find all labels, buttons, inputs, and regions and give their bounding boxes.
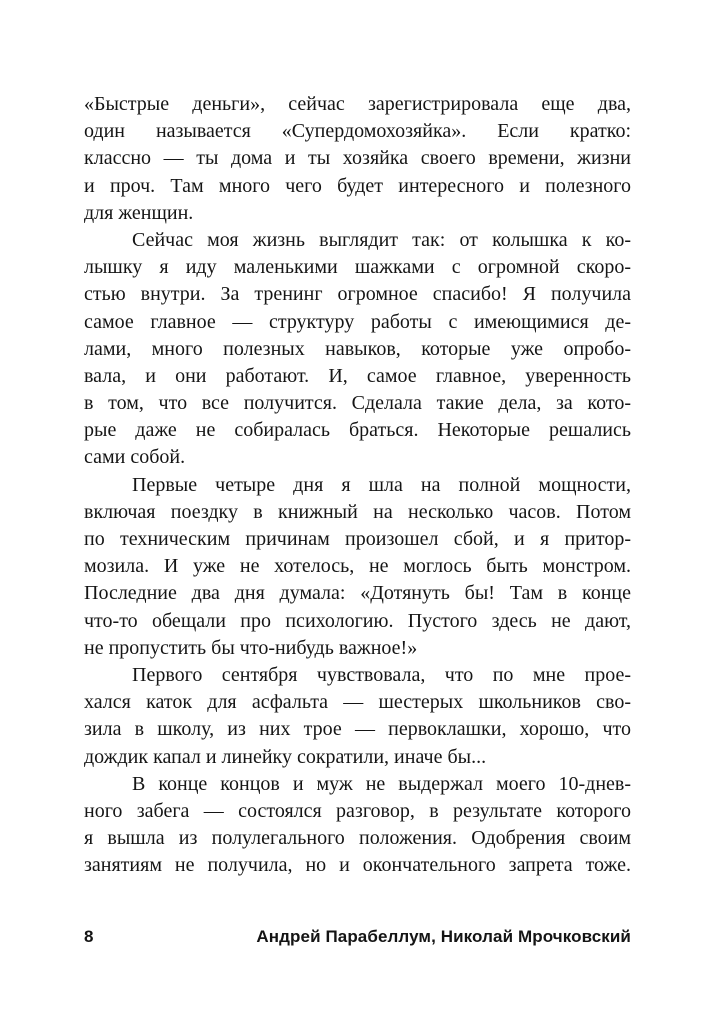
text-line: вала, и они работают. И, самое главное, уверенность (84, 364, 631, 387)
text-line: стью внутри. За тренинг огромное спасибо! Я получила (84, 283, 631, 306)
text-line: по техническим причинам произошел сбой, и я притор- (84, 528, 631, 550)
paragraph (84, 771, 631, 880)
text-line: ного забега — состоялся разговор, в результате которого (84, 799, 631, 822)
paragraph (84, 662, 631, 771)
text-line: Последние два дня думала: «Дотянуть бы! Там в конце (84, 582, 631, 605)
text-line: сами собой. (84, 446, 186, 469)
text-line: один называется «Супердомохозяйка». Если кратко: (84, 120, 631, 143)
text-line: В конце концов и муж не выдержал моего 10-днев- (132, 772, 631, 795)
footer-authors: Андрей Парабеллум, Николай Мрочковский (256, 927, 631, 946)
text-line: я вышла из полулегального положения. Одобрения своим (84, 827, 631, 850)
text-line: что-то обещали про психологию. Пустого здесь не дают, (84, 609, 631, 632)
text-line: не пропустить бы что-нибудь важное!» (84, 636, 418, 659)
text-line: самое главное — структуру работы с имеющимися де- (84, 310, 631, 333)
text-line: Первые четыре дня я шла на полной мощности, (132, 473, 631, 496)
text-line: лышку я иду маленькими шажками с огромной скоро- (84, 256, 631, 279)
page-footer (84, 927, 631, 947)
text-line: для женщин. (84, 201, 194, 224)
text-line: лами, много полезных навыков, которые уже опробо- (84, 337, 631, 360)
text-line: в том, что все получится. Сделала такие дела, за кото- (84, 392, 631, 415)
text-line: рые даже не собиралась браться. Некоторые решались (84, 419, 631, 442)
text-line: «Быстрые деньги», сейчас зарегистрировала еще два, (84, 93, 631, 115)
text-line: занятиям не получила, но и окончательного запрета тоже. (84, 854, 631, 877)
paragraph (84, 472, 631, 662)
text-line: Первого сентября чувствовала, что по мне прое- (132, 663, 631, 686)
text-line: включая поездку в книжный на несколько часов. Потом (84, 500, 631, 523)
text-line: и проч. Там много чего будет интересного и полезного (84, 174, 631, 197)
page-number: 8 (84, 927, 94, 946)
text-line: хался каток для асфальта — шестерых школьников сво- (84, 691, 631, 714)
text-line: классно — ты дома и ты хозяйка своего времени, жизни (84, 147, 631, 170)
text-line: зила в школу, из них трое — первоклашки, хорошо, что (84, 718, 631, 741)
paragraph (84, 227, 631, 472)
text-block (84, 91, 631, 879)
text-line: Сейчас моя жизнь выглядит так: от колышка к ко- (132, 228, 631, 251)
text-line: дождик капал и линейку сократили, иначе бы... (84, 745, 487, 768)
paragraph (84, 91, 631, 227)
text-line: мозила. И уже не хотелось, не моглось быть монстром. (84, 555, 631, 578)
